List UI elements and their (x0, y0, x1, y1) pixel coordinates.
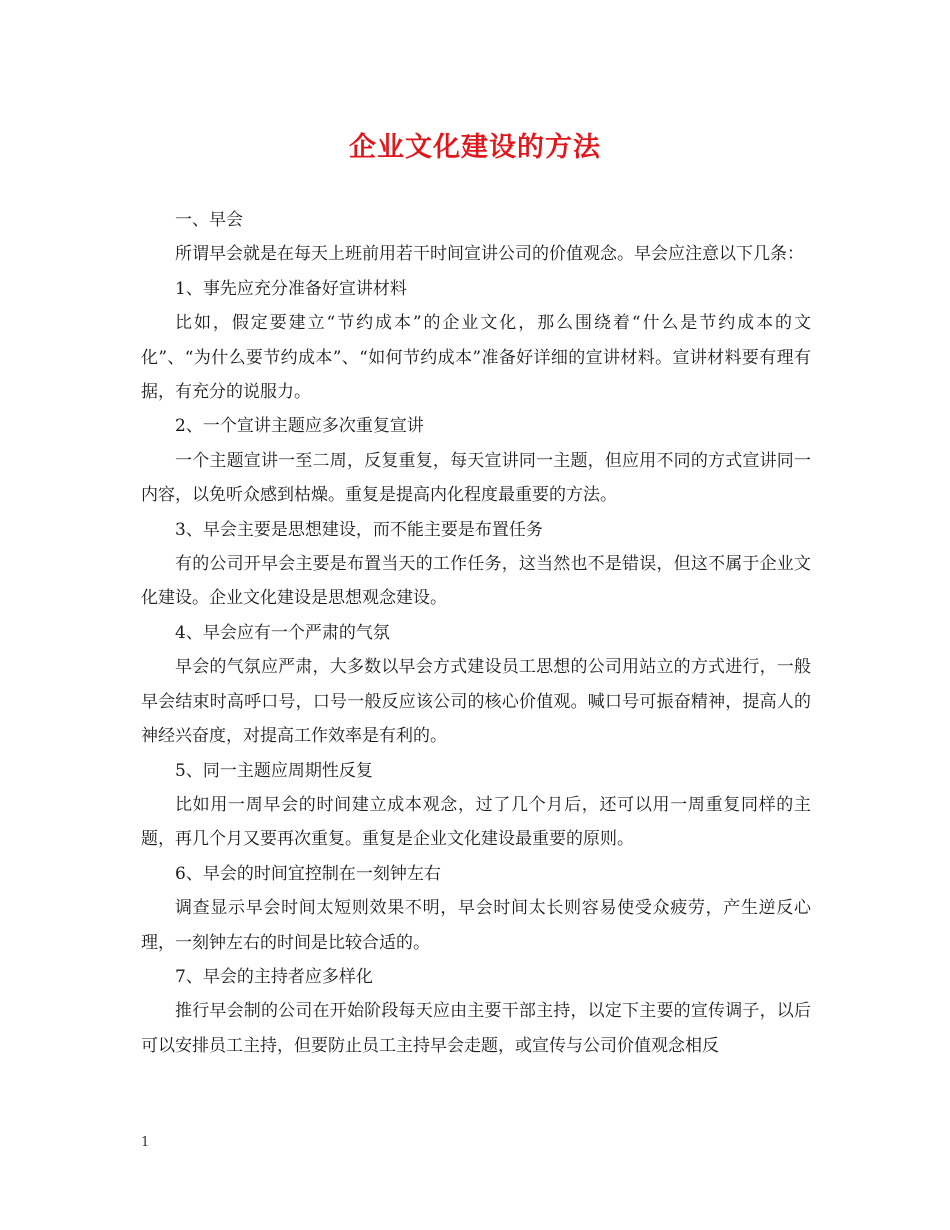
section-heading: 一、早会 (175, 210, 243, 230)
body-paragraph: 推行早会制的公司在开始阶段每天应由主要干部主持，以定下主要的宣传调子，以后可以安排员工主持，但要防止员工主持早会走题，或宣传与公司价值观念相反 (141, 1001, 811, 1056)
page-number: 1 (141, 1135, 150, 1150)
item-heading: 6、早会的时间宜控制在一刻钟左右 (175, 863, 441, 884)
document-body (141, 203, 811, 1063)
item-heading: 3、早会主要是思想建设，而不能主要是布置任务 (175, 519, 543, 540)
item-heading: 5、同一主题应周期性反复 (175, 760, 373, 781)
body-paragraph: 一个主题宣讲一至二周，反复重复，每天宣讲同一主题，但应用不同的方式宣讲同一内容，以免听众感到枯燥。重复是提高内化程度最重要的方法。 (141, 450, 811, 506)
body-paragraph: 所谓早会就是在每天上班前用若干时间宣讲公司的价值观念。早会应注意以下几条： (175, 244, 804, 265)
item-heading: 2、一个宣讲主题应多次重复宣讲 (175, 416, 424, 437)
item-heading: 4、早会应有一个严肃的气氛 (175, 622, 390, 643)
body-paragraph: 有的公司开早会主要是布置当天的工作任务，这当然也不是错误，但这不属于企业文化建设。企业文化建设是思想观念建设。 (141, 554, 811, 609)
body-paragraph: 早会的气氛应严肃，大多数以早会方式建设员工思想的公司用站立的方式进行，一般早会结束时高呼口号，口号一般反应该公司的核心价值观。喊口号可振奋精神，提高人的神经兴奋度，对提高工作效率是有利的。 (141, 657, 811, 747)
body-paragraph: 调查显示早会时间太短则效果不明，早会时间太长则容易使受众疲劳，产生逆反心理，一刻钟左右的时间是比较合适的。 (141, 898, 811, 953)
item-heading: 1、事先应充分准备好宣讲材料 (175, 278, 407, 299)
body-paragraph: 比如，假定要建立“节约成本”的企业文化，那么围绕着“什么是节约成本的文化”、“为什么要节约成本”、“如何节约成本”准备好详细的宣讲材料。宣讲材料要有理有据，有充分的说服力。 (141, 313, 811, 403)
item-heading: 7、早会的主持者应多样化 (175, 966, 373, 987)
document-title: 企业文化建设的方法 (349, 132, 601, 163)
body-paragraph: 比如用一周早会的时间建立成本观念，过了几个月后，还可以用一周重复同样的主题，再几个月又要再次重复。重复是企业文化建设最重要的原则。 (141, 794, 811, 850)
